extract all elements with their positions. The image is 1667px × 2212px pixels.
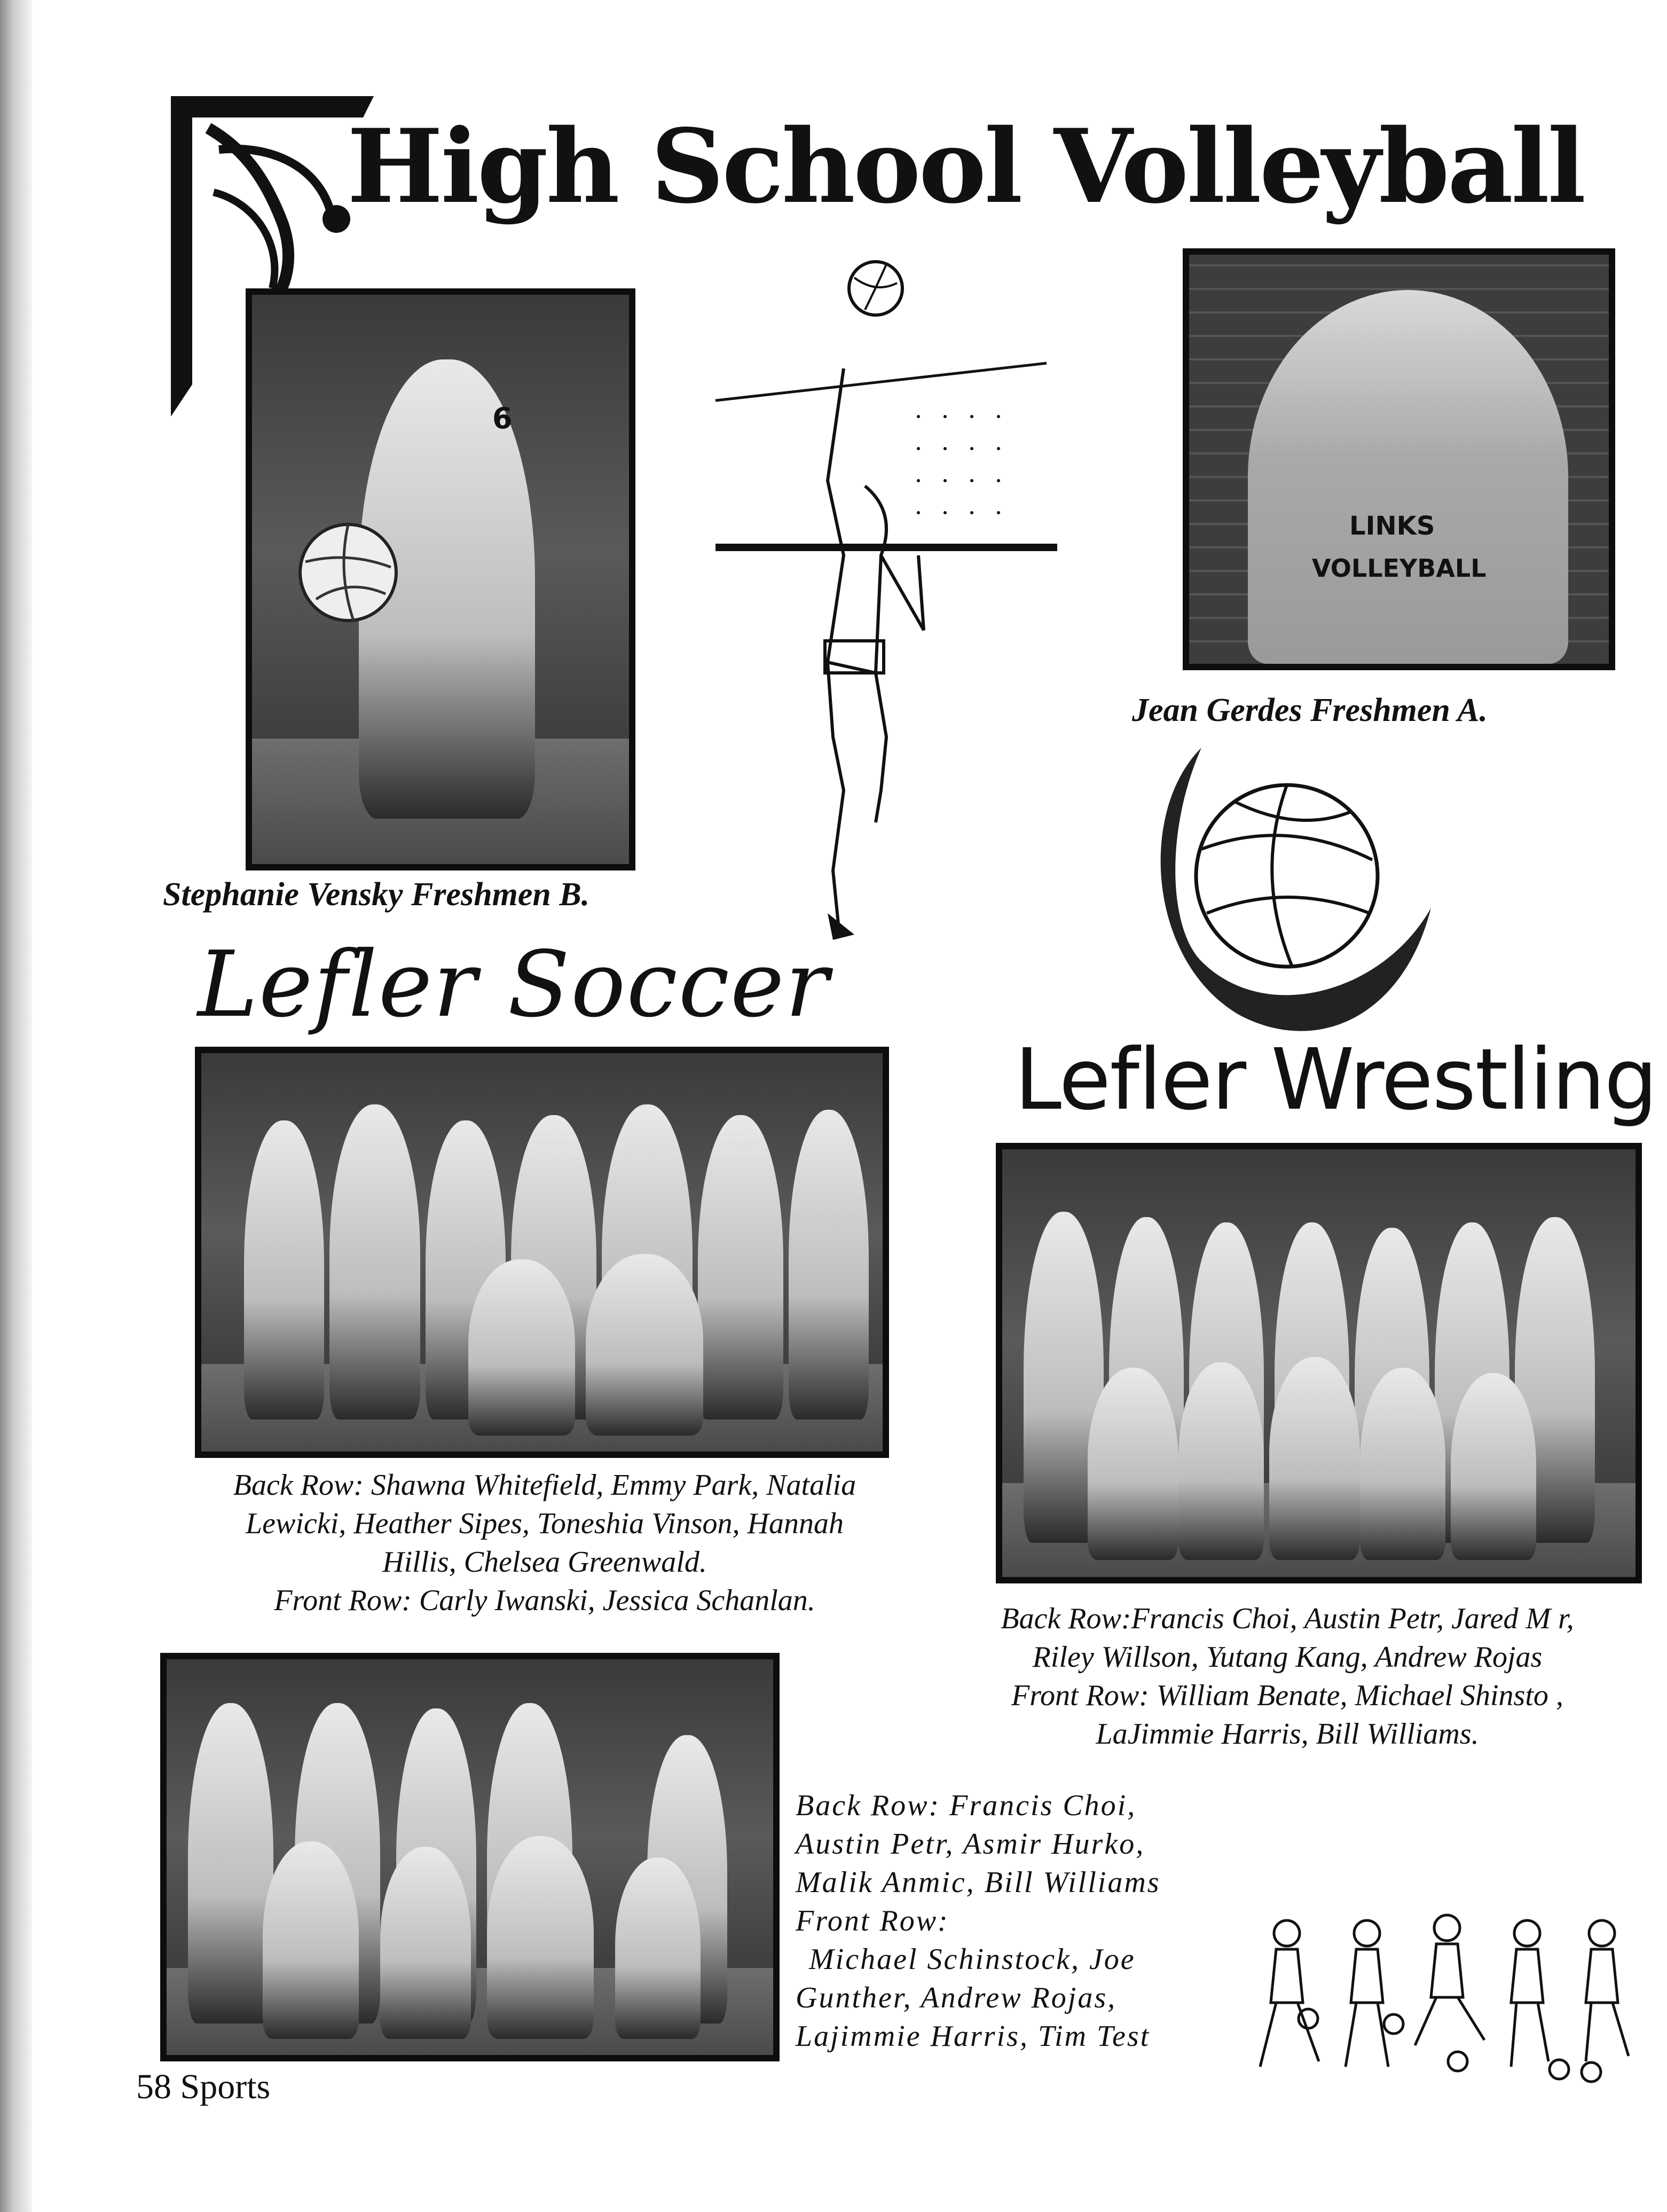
third-team-caption-line: Malik Anmic, Bill Williams	[796, 1866, 1161, 1899]
soccer-caption	[160, 1466, 929, 1620]
third-team-caption-line: Back Row: Francis Choi,	[796, 1789, 1137, 1822]
volleyball-player-photo-right	[1183, 248, 1615, 670]
soccer-players-sequence-icon	[1244, 1907, 1650, 2088]
volleyball-player-photo-left	[246, 288, 635, 870]
soccer-caption-line: Hillis, Chelsea Greenwald.	[382, 1546, 707, 1579]
wrestling-team-photo	[996, 1143, 1642, 1583]
third-team-caption-line: Gunther, Andrew Rojas,	[796, 1981, 1117, 2014]
page-binding-edge	[0, 0, 32, 2212]
soccer-team-photo	[195, 1047, 889, 1458]
soccer-caption-line: Back Row: Shawna Whitefield, Emmy Park, Natalia	[233, 1469, 856, 1502]
wrestling-section-title: Lefler Wrestling	[1015, 1031, 1657, 1129]
volleyball-spiker-illustration-icon	[705, 256, 1079, 945]
soccer-section-title: Lefler Soccer	[198, 932, 830, 1038]
wrestling-caption-line: Riley Willson, Yutang Kang, Andrew Rojas	[1032, 1641, 1543, 1674]
page-footer: 58 Sports	[136, 2067, 271, 2106]
soccer-caption-line: Front Row: Carly Iwanski, Jessica Schanlan.	[274, 1584, 815, 1617]
wrestling-caption-line: Front Row: William Benate, Michael Shinsto ,	[1011, 1679, 1563, 1712]
soccer-caption-line: Lewicki, Heather Sipes, Toneshia Vinson, Hannah	[246, 1507, 844, 1540]
third-team-caption	[796, 1786, 1276, 2056]
third-team-caption-line: Lajimmie Harris, Tim Test	[796, 2020, 1151, 2053]
third-team-photo	[160, 1653, 780, 2061]
wrestling-caption-line: Back Row:Francis Choi, Austin Petr, Jared M r,	[1001, 1602, 1574, 1635]
third-team-caption-line: Michael Schinstock, Joe	[809, 1943, 1136, 1976]
volleyball-icon	[295, 519, 402, 626]
third-team-caption-line: Front Row:	[796, 1904, 949, 1938]
jersey-number: 6	[492, 402, 513, 435]
player-left-caption: Stephanie Vensky Freshmen B.	[163, 876, 590, 913]
volleyball-swoosh-icon	[1127, 737, 1436, 1047]
wrestling-caption-line: LaJimmie Harris, Bill Williams.	[1096, 1717, 1479, 1751]
page-title: High School Volleyball	[347, 107, 1584, 226]
third-team-caption-line: Austin Petr, Asmir Hurko,	[796, 1827, 1145, 1861]
shirt-text-volleyball: VOLLEYBALL	[1312, 554, 1487, 583]
shirt-text-links: LINKS	[1349, 511, 1435, 541]
player-right-caption: Jean Gerdes Freshmen A.	[1132, 692, 1488, 728]
wrestling-caption	[908, 1599, 1667, 1753]
